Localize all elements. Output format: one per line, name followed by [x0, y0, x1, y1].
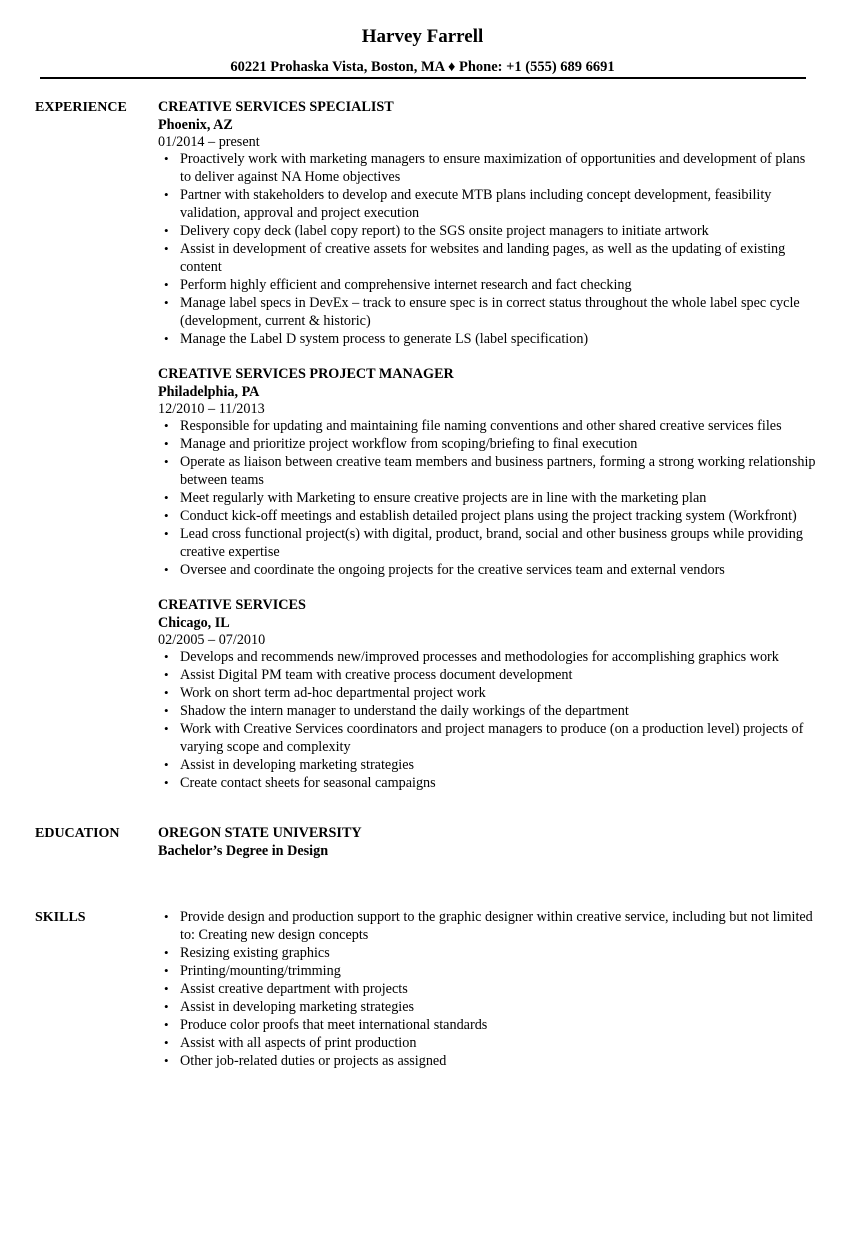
- bullet-text: Manage and prioritize project workflow from scoping/briefing to final execution: [180, 436, 638, 452]
- section-label-education: EDUCATION: [35, 826, 120, 841]
- job-location: Phoenix, AZ: [158, 117, 233, 133]
- bullet-icon: •: [164, 703, 169, 718]
- bullet-text: Conduct kick-off meetings and establish detailed project plans using the project tracking system (Workfront): [180, 508, 797, 524]
- job-entry: [158, 98, 818, 348]
- bullet-icon: •: [164, 685, 169, 700]
- job-title: CREATIVE SERVICES SPECIALIST: [158, 99, 394, 115]
- degree: Bachelor’s Degree in Design: [158, 843, 329, 859]
- bullet-text: Create contact sheets for seasonal campaigns: [180, 775, 436, 791]
- section-label-skills: SKILLS: [35, 910, 86, 925]
- bullet-icon: •: [164, 1053, 169, 1068]
- list-item: [158, 525, 818, 561]
- list-item: [158, 330, 818, 348]
- list-item: [158, 648, 818, 666]
- list-item: [158, 507, 818, 525]
- list-item: [158, 756, 818, 774]
- bullet-text: Assist with all aspects of print production: [180, 1035, 417, 1051]
- list-item: [158, 702, 818, 720]
- job-dates: 01/2014 – present: [158, 134, 260, 150]
- job-bullets: [158, 417, 818, 579]
- bullet-text: Responsible for updating and maintaining file naming conventions and other shared creative services files: [180, 418, 782, 434]
- bullet-icon: •: [164, 721, 169, 736]
- bullet-icon: •: [164, 963, 169, 978]
- list-item: [158, 944, 818, 962]
- job-title: CREATIVE SERVICES PROJECT MANAGER: [158, 366, 454, 382]
- bullet-text: Operate as liaison between creative team members and business partners, forming a strong working relationship between teams: [180, 454, 816, 488]
- list-item: [158, 980, 818, 998]
- bullet-icon: •: [164, 436, 169, 451]
- job-dates: 12/2010 – 11/2013: [158, 401, 265, 417]
- bullet-icon: •: [164, 757, 169, 772]
- bullet-icon: •: [164, 999, 169, 1014]
- bullet-icon: •: [164, 187, 169, 202]
- bullet-text: Work with Creative Services coordinators and project managers to produce (on a production level) projects of varying scope and complexity: [180, 721, 804, 755]
- skills-list-container: [158, 908, 818, 1070]
- bullet-text: Lead cross functional project(s) with digital, product, brand, social and other business groups while providing creative expertise: [180, 526, 803, 560]
- skills-list: [158, 908, 818, 1070]
- job-location: Chicago, IL: [158, 615, 230, 631]
- bullet-icon: •: [164, 151, 169, 166]
- bullet-icon: •: [164, 1035, 169, 1050]
- list-item: [158, 561, 818, 579]
- bullet-text: Shadow the intern manager to understand the daily workings of the department: [180, 703, 629, 719]
- bullet-icon: •: [164, 981, 169, 996]
- list-item: [158, 908, 818, 944]
- bullet-icon: •: [164, 526, 169, 541]
- bullet-text: Work on short term ad-hoc departmental project work: [180, 685, 486, 701]
- bullet-icon: •: [164, 649, 169, 664]
- bullet-text: Assist in developing marketing strategies: [180, 757, 415, 773]
- list-item: [158, 1052, 818, 1070]
- list-item: [158, 435, 818, 453]
- bullet-icon: •: [164, 775, 169, 790]
- education-entry: [158, 824, 818, 860]
- job-title: CREATIVE SERVICES: [158, 597, 306, 613]
- bullet-icon: •: [164, 562, 169, 577]
- list-item: [158, 417, 818, 435]
- bullet-text: Proactively work with marketing managers to ensure maximization of opportunities and development of plans to deliver against NA Home objectives: [180, 151, 806, 185]
- list-item: [158, 962, 818, 980]
- bullet-text: Manage the Label D system process to generate LS (label specification): [180, 331, 589, 347]
- experience-jobs: [158, 98, 818, 792]
- bullet-text: Oversee and coordinate the ongoing projects for the creative services team and external vendors: [180, 562, 725, 578]
- list-item: [158, 453, 818, 489]
- list-item: [158, 222, 818, 240]
- section-label-experience: EXPERIENCE: [35, 100, 127, 115]
- list-item: [158, 276, 818, 294]
- bullet-text: Assist creative department with projects: [180, 981, 408, 997]
- bullet-text: Partner with stakeholders to develop and execute MTB plans including concept development, feasibility validation, approval and project execution: [180, 187, 772, 221]
- list-item: [158, 684, 818, 702]
- list-item: [158, 186, 818, 222]
- bullet-icon: •: [164, 667, 169, 682]
- resume-name: Harvey Farrell: [361, 26, 484, 47]
- bullet-text: Delivery copy deck (label copy report) to the SGS onsite project managers to initiate artwork: [180, 223, 709, 239]
- bullet-text: Resizing existing graphics: [180, 945, 330, 961]
- list-item: [158, 720, 818, 756]
- list-item: [158, 666, 818, 684]
- job-dates: 02/2005 – 07/2010: [158, 632, 266, 648]
- bullet-icon: •: [164, 295, 169, 310]
- bullet-icon: •: [164, 508, 169, 523]
- school-name: OREGON STATE UNIVERSITY: [158, 825, 362, 841]
- bullet-text: Printing/mounting/trimming: [180, 963, 341, 979]
- bullet-text: Manage label specs in DevEx – track to ensure spec is in correct status throughout the whole label spec cycle (development, current & historic): [180, 295, 800, 329]
- list-item: [158, 240, 818, 276]
- bullet-text: Meet regularly with Marketing to ensure creative projects are in line with the marketing plan: [180, 490, 707, 506]
- bullet-text: Develops and recommends new/improved processes and methodologies for accomplishing graphics work: [180, 649, 779, 665]
- list-item: [158, 489, 818, 507]
- bullet-text: Perform highly efficient and comprehensive internet research and fact checking: [180, 277, 632, 293]
- bullet-icon: •: [164, 277, 169, 292]
- job-location: Philadelphia, PA: [158, 384, 260, 400]
- bullet-text: Assist in developing marketing strategies: [180, 999, 415, 1015]
- bullet-text: Provide design and production support to the graphic designer within creative service, including but not limited to: Creating new design concepts: [180, 909, 813, 943]
- list-item: [158, 1034, 818, 1052]
- job-entry: [158, 365, 818, 579]
- bullet-text: Assist in development of creative assets for websites and landing pages, as well as the updating of existing content: [180, 241, 786, 275]
- bullet-text: Other job-related duties or projects as assigned: [180, 1053, 447, 1069]
- bullet-icon: •: [164, 418, 169, 433]
- header-divider: [40, 77, 806, 79]
- bullet-icon: •: [164, 945, 169, 960]
- list-item: [158, 150, 818, 186]
- contact-line: 60221 Prohaska Vista, Boston, MA ♦ Phone: +1 (555) 689 6691: [230, 59, 615, 75]
- job-entry: [158, 596, 818, 792]
- list-item: [158, 1016, 818, 1034]
- bullet-text: Assist Digital PM team with creative process document development: [180, 667, 573, 683]
- job-bullets: [158, 150, 818, 348]
- bullet-icon: •: [164, 1017, 169, 1032]
- bullet-icon: •: [164, 331, 169, 346]
- bullet-icon: •: [164, 909, 169, 924]
- job-bullets: [158, 648, 818, 792]
- bullet-icon: •: [164, 241, 169, 256]
- list-item: [158, 294, 818, 330]
- list-item: [158, 774, 818, 792]
- bullet-icon: •: [164, 223, 169, 238]
- list-item: [158, 998, 818, 1016]
- bullet-icon: •: [164, 454, 169, 469]
- bullet-text: Produce color proofs that meet international standards: [180, 1017, 488, 1033]
- bullet-icon: •: [164, 490, 169, 505]
